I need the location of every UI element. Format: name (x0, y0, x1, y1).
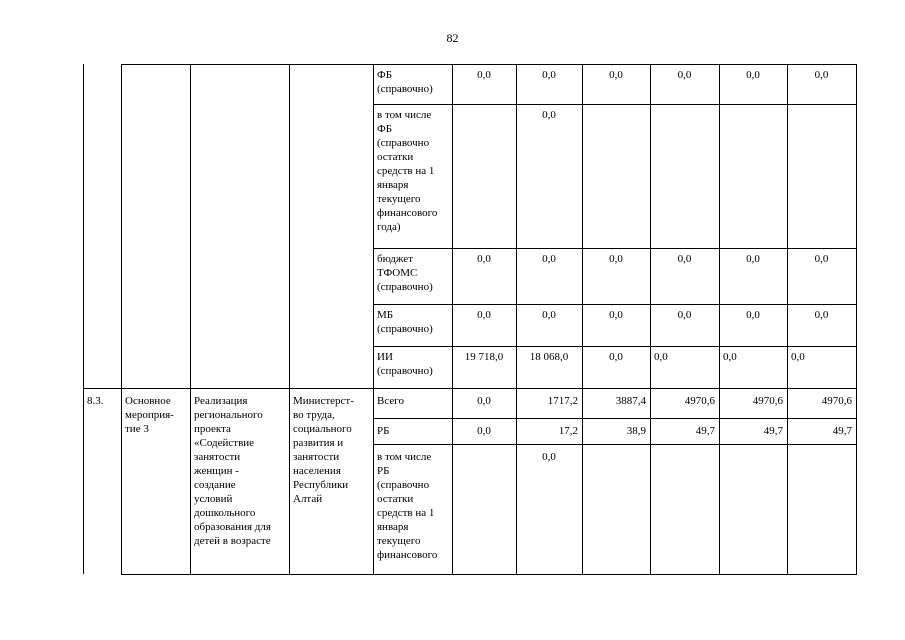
row-divider (373, 444, 857, 445)
item-number: 8.3. (87, 395, 104, 407)
budget-value: 0,0 (542, 69, 556, 81)
funding-source-label: в том числе ФБ (справочно остатки средств на 1 января текущего финансового года) (377, 109, 438, 233)
column-divider (121, 64, 122, 574)
row-divider (373, 346, 857, 347)
row-divider (373, 248, 857, 249)
column-divider (719, 64, 720, 575)
budget-value: 0,0 (654, 351, 668, 363)
row-divider (373, 418, 857, 419)
funding-source-label: Всего (377, 395, 404, 407)
column-divider (856, 64, 857, 575)
budget-value: 0,0 (609, 351, 623, 363)
budget-value: 0,0 (477, 253, 491, 265)
budget-value: 0,0 (746, 253, 760, 265)
column-divider (190, 64, 191, 575)
column-divider (516, 64, 517, 575)
budget-value: 1717,2 (547, 395, 578, 407)
budget-value: 0,0 (677, 253, 692, 265)
column-divider (787, 64, 788, 575)
row-divider (373, 104, 857, 105)
row-divider (373, 304, 857, 305)
budget-value: 0,0 (477, 309, 491, 321)
budget-value: 0,0 (477, 69, 491, 81)
column-divider (452, 64, 453, 575)
funding-source-label: МБ (справочно) (377, 309, 433, 335)
budget-value: 0,0 (477, 395, 491, 407)
budget-value: 49,7 (763, 425, 783, 437)
section-divider (83, 388, 857, 389)
funding-source-label: бюджет ТФОМС (справочно) (377, 253, 433, 293)
budget-value: 4970,6 (821, 395, 852, 407)
budget-value: 0,0 (542, 109, 556, 121)
budget-value: 0,0 (746, 309, 760, 321)
budget-value: 38,9 (626, 425, 646, 437)
event-name: Реализация регионального проекта «Содействие занятости женщин - создание условий дошкольного образования для детей в возрасте (194, 395, 271, 547)
budget-value: 4970,6 (752, 395, 783, 407)
column-divider (650, 64, 651, 575)
budget-value: 18 068,0 (529, 351, 569, 363)
funding-source-label: ФБ (справочно) (377, 69, 433, 95)
table-top-border (121, 64, 857, 65)
budget-value: 0,0 (723, 351, 737, 363)
budget-value: 3887,4 (615, 395, 646, 407)
budget-value: 0,0 (542, 451, 556, 463)
executor: Министерст- во труда, социального развития и занятости населения Республики Алтай (293, 395, 354, 505)
table-left-border (83, 64, 84, 574)
budget-value: 0,0 (814, 69, 829, 81)
budget-value: 0,0 (677, 69, 692, 81)
table-bottom-border (121, 574, 857, 575)
budget-value: 0,0 (814, 253, 829, 265)
budget-value: 0,0 (791, 351, 805, 363)
funding-source-label: в том числе РБ (справочно остатки средств на 1 января текущего финансового (377, 451, 438, 561)
budget-value: 0,0 (609, 69, 623, 81)
funding-source-label: ИИ (справочно) (377, 351, 433, 377)
column-divider (289, 64, 290, 575)
budget-value: 0,0 (542, 253, 556, 265)
budget-value: 0,0 (677, 309, 692, 321)
budget-value: 17,2 (558, 425, 578, 437)
budget-value: 49,7 (695, 425, 715, 437)
budget-value: 49,7 (832, 425, 852, 437)
budget-value: 0,0 (477, 425, 491, 437)
budget-value: 4970,6 (684, 395, 715, 407)
budget-value: 0,0 (609, 309, 623, 321)
page-number: 82 (446, 31, 459, 45)
funding-source-label: РБ (377, 425, 390, 437)
budget-value: 0,0 (814, 309, 829, 321)
budget-value: 0,0 (609, 253, 623, 265)
budget-value: 0,0 (542, 309, 556, 321)
column-divider (373, 64, 374, 575)
budget-value: 19 718,0 (464, 351, 504, 363)
budget-value: 0,0 (746, 69, 760, 81)
event-type: Основное мероприя- тие 3 (125, 395, 174, 435)
column-divider (582, 64, 583, 575)
